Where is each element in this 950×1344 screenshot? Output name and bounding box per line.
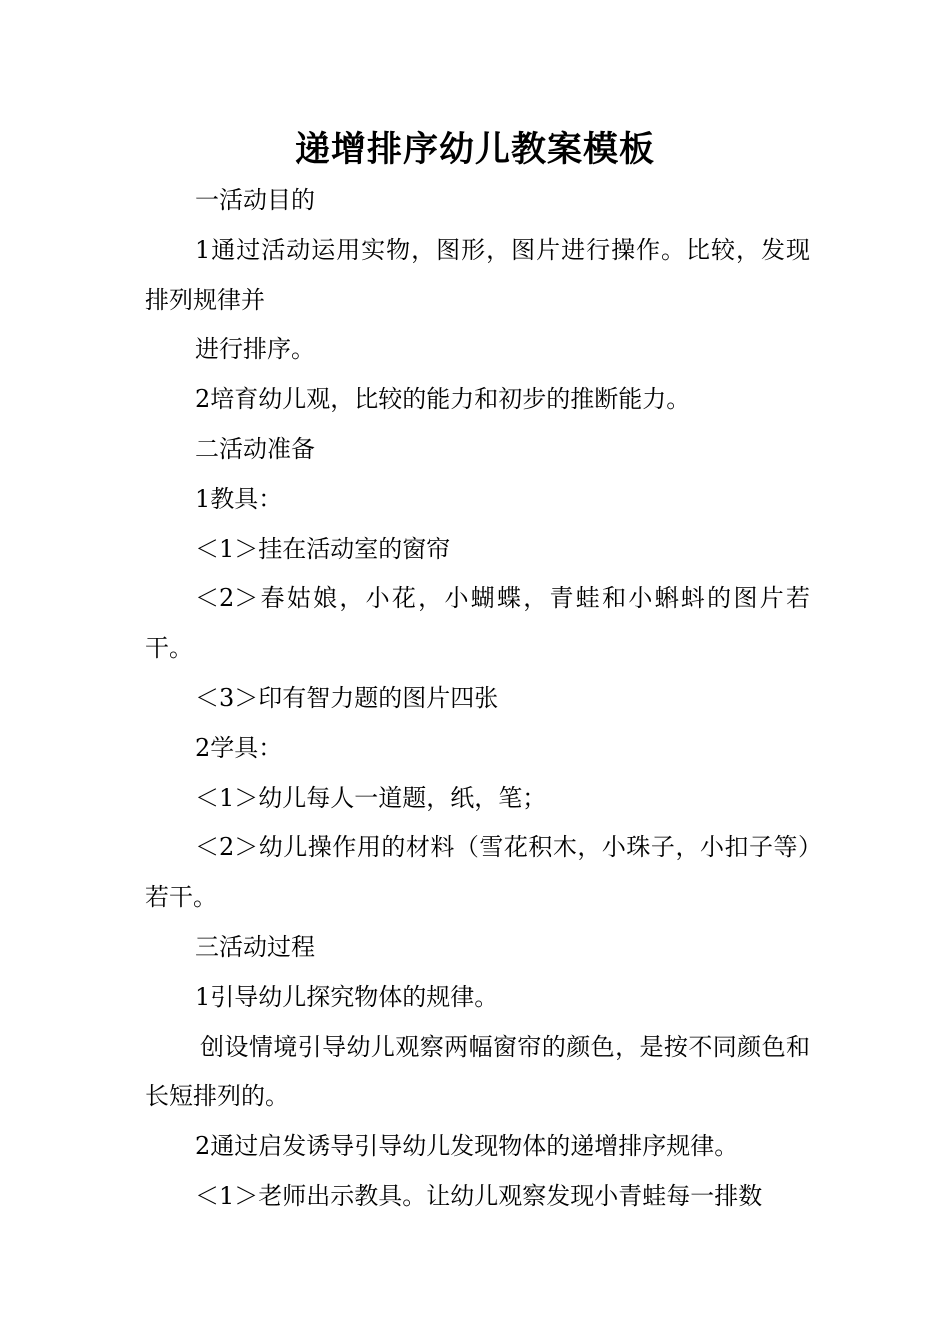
paragraph: ＜1＞老师出示教具。让幼儿观察发现小青蛙每一排数	[195, 1181, 763, 1210]
paragraph: ＜1＞挂在活动室的窗帘	[195, 534, 451, 563]
paragraph-heading-2: 二活动准备	[195, 434, 315, 463]
paragraph: 2通过启发诱导引导幼儿发现物体的递增排序规律。	[195, 1132, 739, 1161]
paragraph: 创设情境引导幼儿观察两幅窗帘的颜色，是按不同颜色和长短排列的。	[145, 1032, 810, 1111]
paragraph: ＜2＞幼儿操作用的材料（雪花积木，小珠子，小扣子等）若干。	[145, 833, 810, 912]
paragraph-heading-3: 三活动过程	[195, 932, 315, 961]
paragraph: 1引导幼儿探究物体的规律。	[195, 982, 499, 1011]
paragraph: 2学具：	[195, 733, 283, 762]
paragraph: 2培育幼儿观，比较的能力和初步的推断能力。	[195, 385, 691, 414]
paragraph-heading-1: 一活动目的	[195, 186, 315, 214]
paragraph: ＜2＞春姑娘，小花，小蝴蝶，青蛙和小蝌蚪的图片若干。	[145, 584, 810, 663]
document-title: 递增排序幼儿教案模板	[294, 130, 655, 170]
paragraph: 进行排序。	[195, 335, 315, 364]
paragraph: 1通过活动运用实物，图形，图片进行操作。比较，发现排列规律并	[145, 235, 810, 314]
paragraph: ＜1＞幼儿每人一道题，纸，笔；	[195, 783, 547, 812]
paragraph: ＜3＞印有智力题的图片四张	[195, 683, 499, 712]
document-body	[145, 176, 810, 1222]
paragraph: 1教具：	[195, 484, 283, 513]
